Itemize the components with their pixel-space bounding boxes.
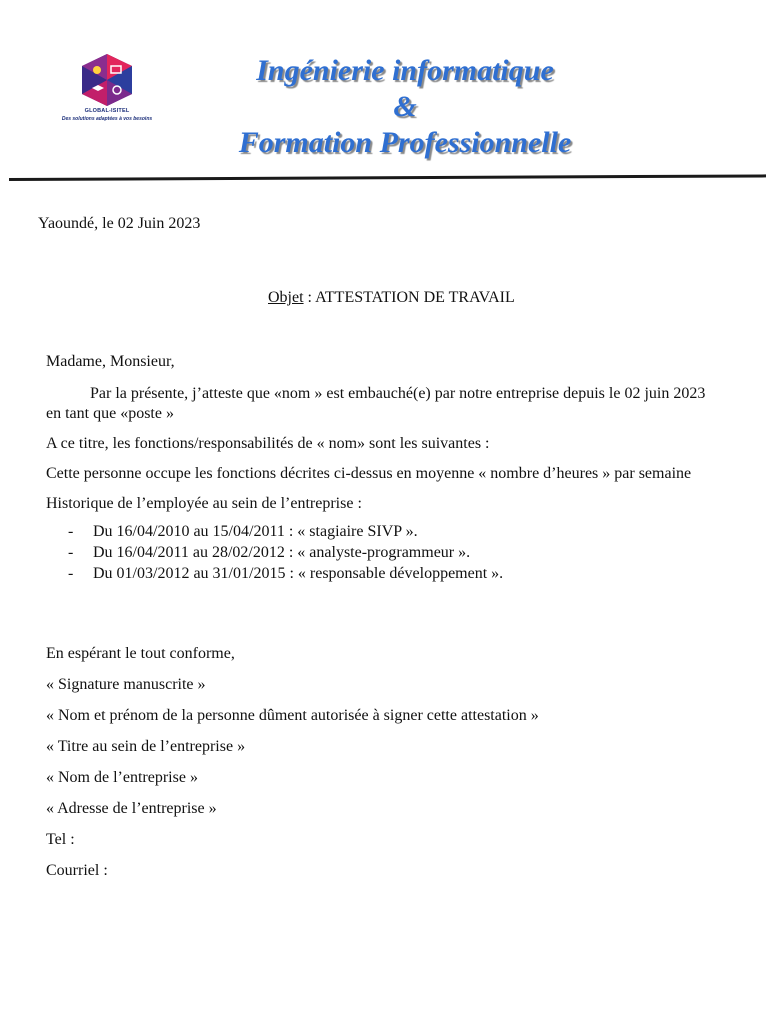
list-dash: -: [68, 544, 74, 561]
history-title: Historique de l’employée au sein de l’entreprise :: [46, 495, 362, 512]
company-logo: [48, 52, 166, 128]
phone-label: Tel :: [46, 831, 75, 848]
paragraph-employment: Par la présente, j’atteste que «nom » est embauché(e) par notre entreprise depuis le 02 juin 2023 en tant que «poste »: [46, 385, 706, 422]
history-item-text: Du 16/04/2010 au 15/04/2011 : « stagiaire SIVP ».: [93, 523, 418, 540]
header-title-line-2: &: [393, 90, 417, 123]
header-divider: [9, 174, 766, 181]
history-item-text: Du 16/04/2011 au 28/02/2012 : « analyste-programmeur ».: [93, 544, 471, 561]
history-item: [46, 543, 722, 564]
header-title-line-1: Ingénierie informatique: [256, 54, 554, 87]
closing-line: En espérant le tout conforme,: [46, 645, 235, 662]
company-name-placeholder: « Nom de l’entreprise »: [46, 769, 198, 786]
history-item-text: Du 01/03/2012 au 31/01/2015 : « responsable développement ».: [93, 565, 504, 582]
paragraph-hours: Cette personne occupe les fonctions décrites ci-dessus en moyenne « nombre d’heures » par semaine: [46, 465, 692, 482]
paragraph-duties: A ce titre, les fonctions/responsabilités de « nom» sont les suivantes :: [46, 435, 490, 452]
header-title: [190, 53, 620, 161]
email-label: Courriel :: [46, 862, 108, 879]
company-address-placeholder: « Adresse de l’entreprise »: [46, 800, 217, 817]
logo-tagline: Des solutions adaptées à vos besoins: [61, 116, 153, 122]
list-dash: -: [68, 523, 74, 540]
logo-emblem-icon: [77, 52, 137, 108]
letter-subject: [268, 289, 515, 307]
signatory-title-placeholder: « Titre au sein de l’entreprise »: [46, 738, 246, 755]
logo-brand: GLOBAL-ISITEL: [84, 108, 130, 114]
signatory-name-placeholder: « Nom et prénom de la personne dûment autorisée à signer cette attestation »: [46, 707, 539, 724]
history-list: [46, 522, 722, 585]
letter-date: Yaoundé, le 02 Juin 2023: [38, 215, 201, 232]
list-dash: -: [68, 565, 74, 582]
header-title-line-3: Formation Professionnelle: [238, 126, 572, 159]
salutation: Madame, Monsieur,: [46, 353, 175, 370]
letter-closing: [46, 644, 722, 892]
signature-placeholder: « Signature manuscrite »: [46, 676, 206, 693]
history-item: [46, 522, 722, 543]
letter-body: [46, 352, 722, 585]
history-item: [46, 564, 722, 585]
subject-label: Objet: [268, 289, 304, 306]
subject-text: : ATTESTATION DE TRAVAIL: [303, 289, 515, 306]
